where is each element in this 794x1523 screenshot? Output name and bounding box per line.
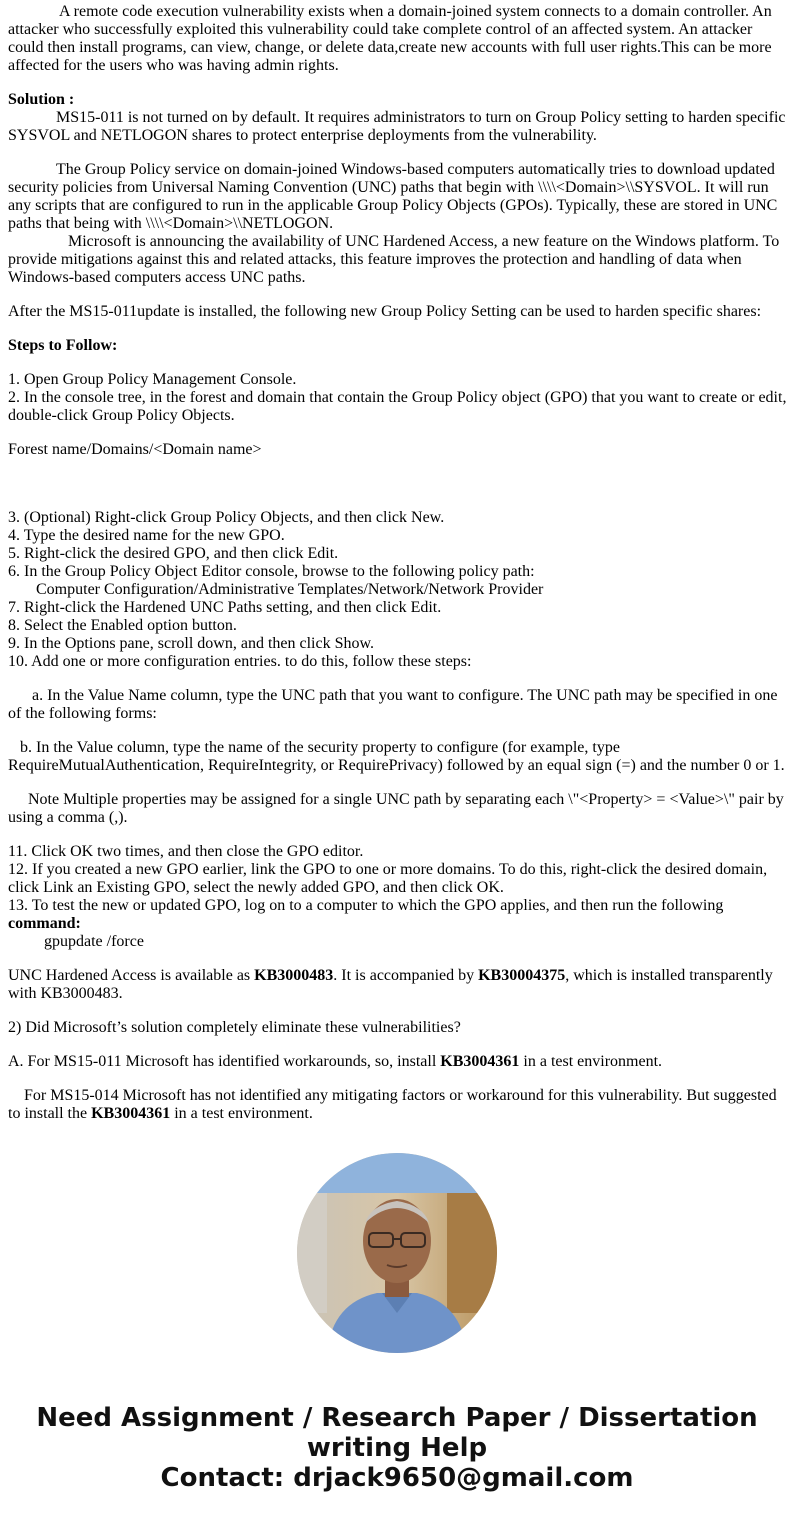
author-avatar bbox=[297, 1153, 497, 1353]
step-9: 9. In the Options pane, scroll down, and then click Show. bbox=[8, 635, 375, 652]
steps-list-part-1 bbox=[8, 371, 788, 425]
forest-path: Forest name/Domains/<Domain name> bbox=[8, 441, 262, 458]
step-10: 10. Add one or more configuration entries. to do this, follow these steps: bbox=[8, 653, 472, 670]
kb-30004375: KB30004375 bbox=[478, 967, 566, 984]
answer-b: For MS15-014 Microsoft has not identified any mitigating factors or workaround for this vulnerability. But suggested to install the KB3004361 in a test environment. bbox=[8, 1087, 777, 1122]
step-13-command-label: command: bbox=[8, 915, 81, 932]
answer-a: A. For MS15-011 Microsoft has identified workarounds, so, install KB3004361 in a test environment. bbox=[8, 1053, 663, 1070]
solution-paragraph-4: After the MS15-011update is installed, the following new Group Policy Setting can be used to harden specific shares: bbox=[8, 303, 762, 320]
note-paragraph: Note Multiple properties may be assigned for a single UNC path by separating each \"<Property> = <Value>\" pair by using a comma (,). bbox=[8, 791, 784, 826]
steps-heading: Steps to Follow: bbox=[8, 337, 118, 354]
document-body bbox=[8, 3, 788, 1139]
step-8: 8. Select the Enabled option button. bbox=[8, 617, 237, 634]
step-12: 12. If you created a new GPO earlier, link the GPO to one or more domains. To do this, right-click the desired domain, click Link an Existing GPO, select the newly added GPO, and then click OK. bbox=[8, 861, 768, 896]
solution-paragraph-2: The Group Policy service on domain-joined Windows-based computers automatically tries to download updated security policies from Universal Naming Convention (UNC) paths that begin with \\\\<Domain>\\SYSVOL. It will run any scripts that are configured to run in the applicable Group Policy Objects (GPOs). Typically, these are stored in UNC paths that being with \\\\<Domain>\\NETLOGON. bbox=[8, 161, 778, 232]
step-4: 4. Type the desired name for the new GPO. bbox=[8, 527, 285, 544]
step-1: 1. Open Group Policy Management Console. bbox=[8, 371, 297, 388]
step-10a: a. In the Value Name column, type the UNC path that you want to configure. The UNC path may be specified in one of the following forms: bbox=[8, 687, 778, 722]
step-3: 3. (Optional) Right-click Group Policy Objects, and then click New. bbox=[8, 509, 445, 526]
kb-3004361-a: KB3004361 bbox=[440, 1053, 520, 1070]
solution-paragraph-3: Microsoft is announcing the availability of UNC Hardened Access, a new feature on the Windows platform. To provide mitigations against this and related attacks, this feature improves the protection and handling of data when Windows-based computers access UNC paths. bbox=[8, 233, 780, 286]
contact-banner bbox=[0, 1403, 794, 1493]
command-text: gpupdate /force bbox=[44, 933, 144, 950]
solution-heading: Solution : bbox=[8, 91, 75, 108]
step-5: 5. Right-click the desired GPO, and then click Edit. bbox=[8, 545, 339, 562]
steps-list-part-3 bbox=[8, 843, 788, 951]
step-6-path: Computer Configuration/Administrative Templates/Network/Network Provider bbox=[36, 581, 544, 598]
step-2: 2. In the console tree, in the forest and domain that contain the Group Policy object (GPO) that you want to create or edit, double-click Group Policy Objects. bbox=[8, 389, 787, 424]
cta-line-2: writing Help bbox=[306, 1433, 488, 1463]
step-10b: b. In the Value column, type the name of the security property to configure (for example, type RequireMutualAuthentication, RequireIntegrity, or RequirePrivacy) followed by an equal sign (=) and the number 0 or 1. bbox=[8, 739, 785, 774]
author-photo bbox=[297, 1153, 497, 1353]
solution-section bbox=[8, 91, 788, 145]
step-6: 6. In the Group Policy Object Editor console, browse to the following policy path: bbox=[8, 563, 535, 580]
step-11: 11. Click OK two times, and then close the GPO editor. bbox=[8, 843, 364, 860]
kb-3004361-b: KB3004361 bbox=[91, 1105, 171, 1122]
step-13: 13. To test the new or updated GPO, log on to a computer to which the GPO applies, and then run the following bbox=[8, 897, 724, 914]
kb-paragraph: UNC Hardened Access is available as KB3000483. It is accompanied by KB30004375, which is installed transparently with KB3000483. bbox=[8, 967, 773, 1002]
cta-line-3: Contact: drjack9650@gmail.com bbox=[160, 1463, 634, 1493]
question-2: 2) Did Microsoft’s solution completely eliminate these vulnerabilities? bbox=[8, 1019, 461, 1036]
kb-3000483: KB3000483 bbox=[254, 967, 334, 984]
solution-paragraph-1: MS15-011 is not turned on by default. It requires administrators to turn on Group Policy setting to harden specific SYSVOL and NETLOGON shares to protect enterprise deployments from the vulnerability. bbox=[8, 109, 786, 144]
cta-line-1: Need Assignment / Research Paper / Dissertation bbox=[36, 1403, 758, 1433]
steps-list-part-2 bbox=[8, 509, 788, 671]
step-7: 7. Right-click the Hardened UNC Paths setting, and then click Edit. bbox=[8, 599, 442, 616]
intro-paragraph: A remote code execution vulnerability exists when a domain-joined system connects to a domain controller. An attacker who successfully exploited this vulnerability could take complete control of an affected system. An attacker could then install programs, can view, change, or delete data,create new accounts with full user rights.This can be more affected for the users who was having admin rights. bbox=[8, 3, 772, 74]
